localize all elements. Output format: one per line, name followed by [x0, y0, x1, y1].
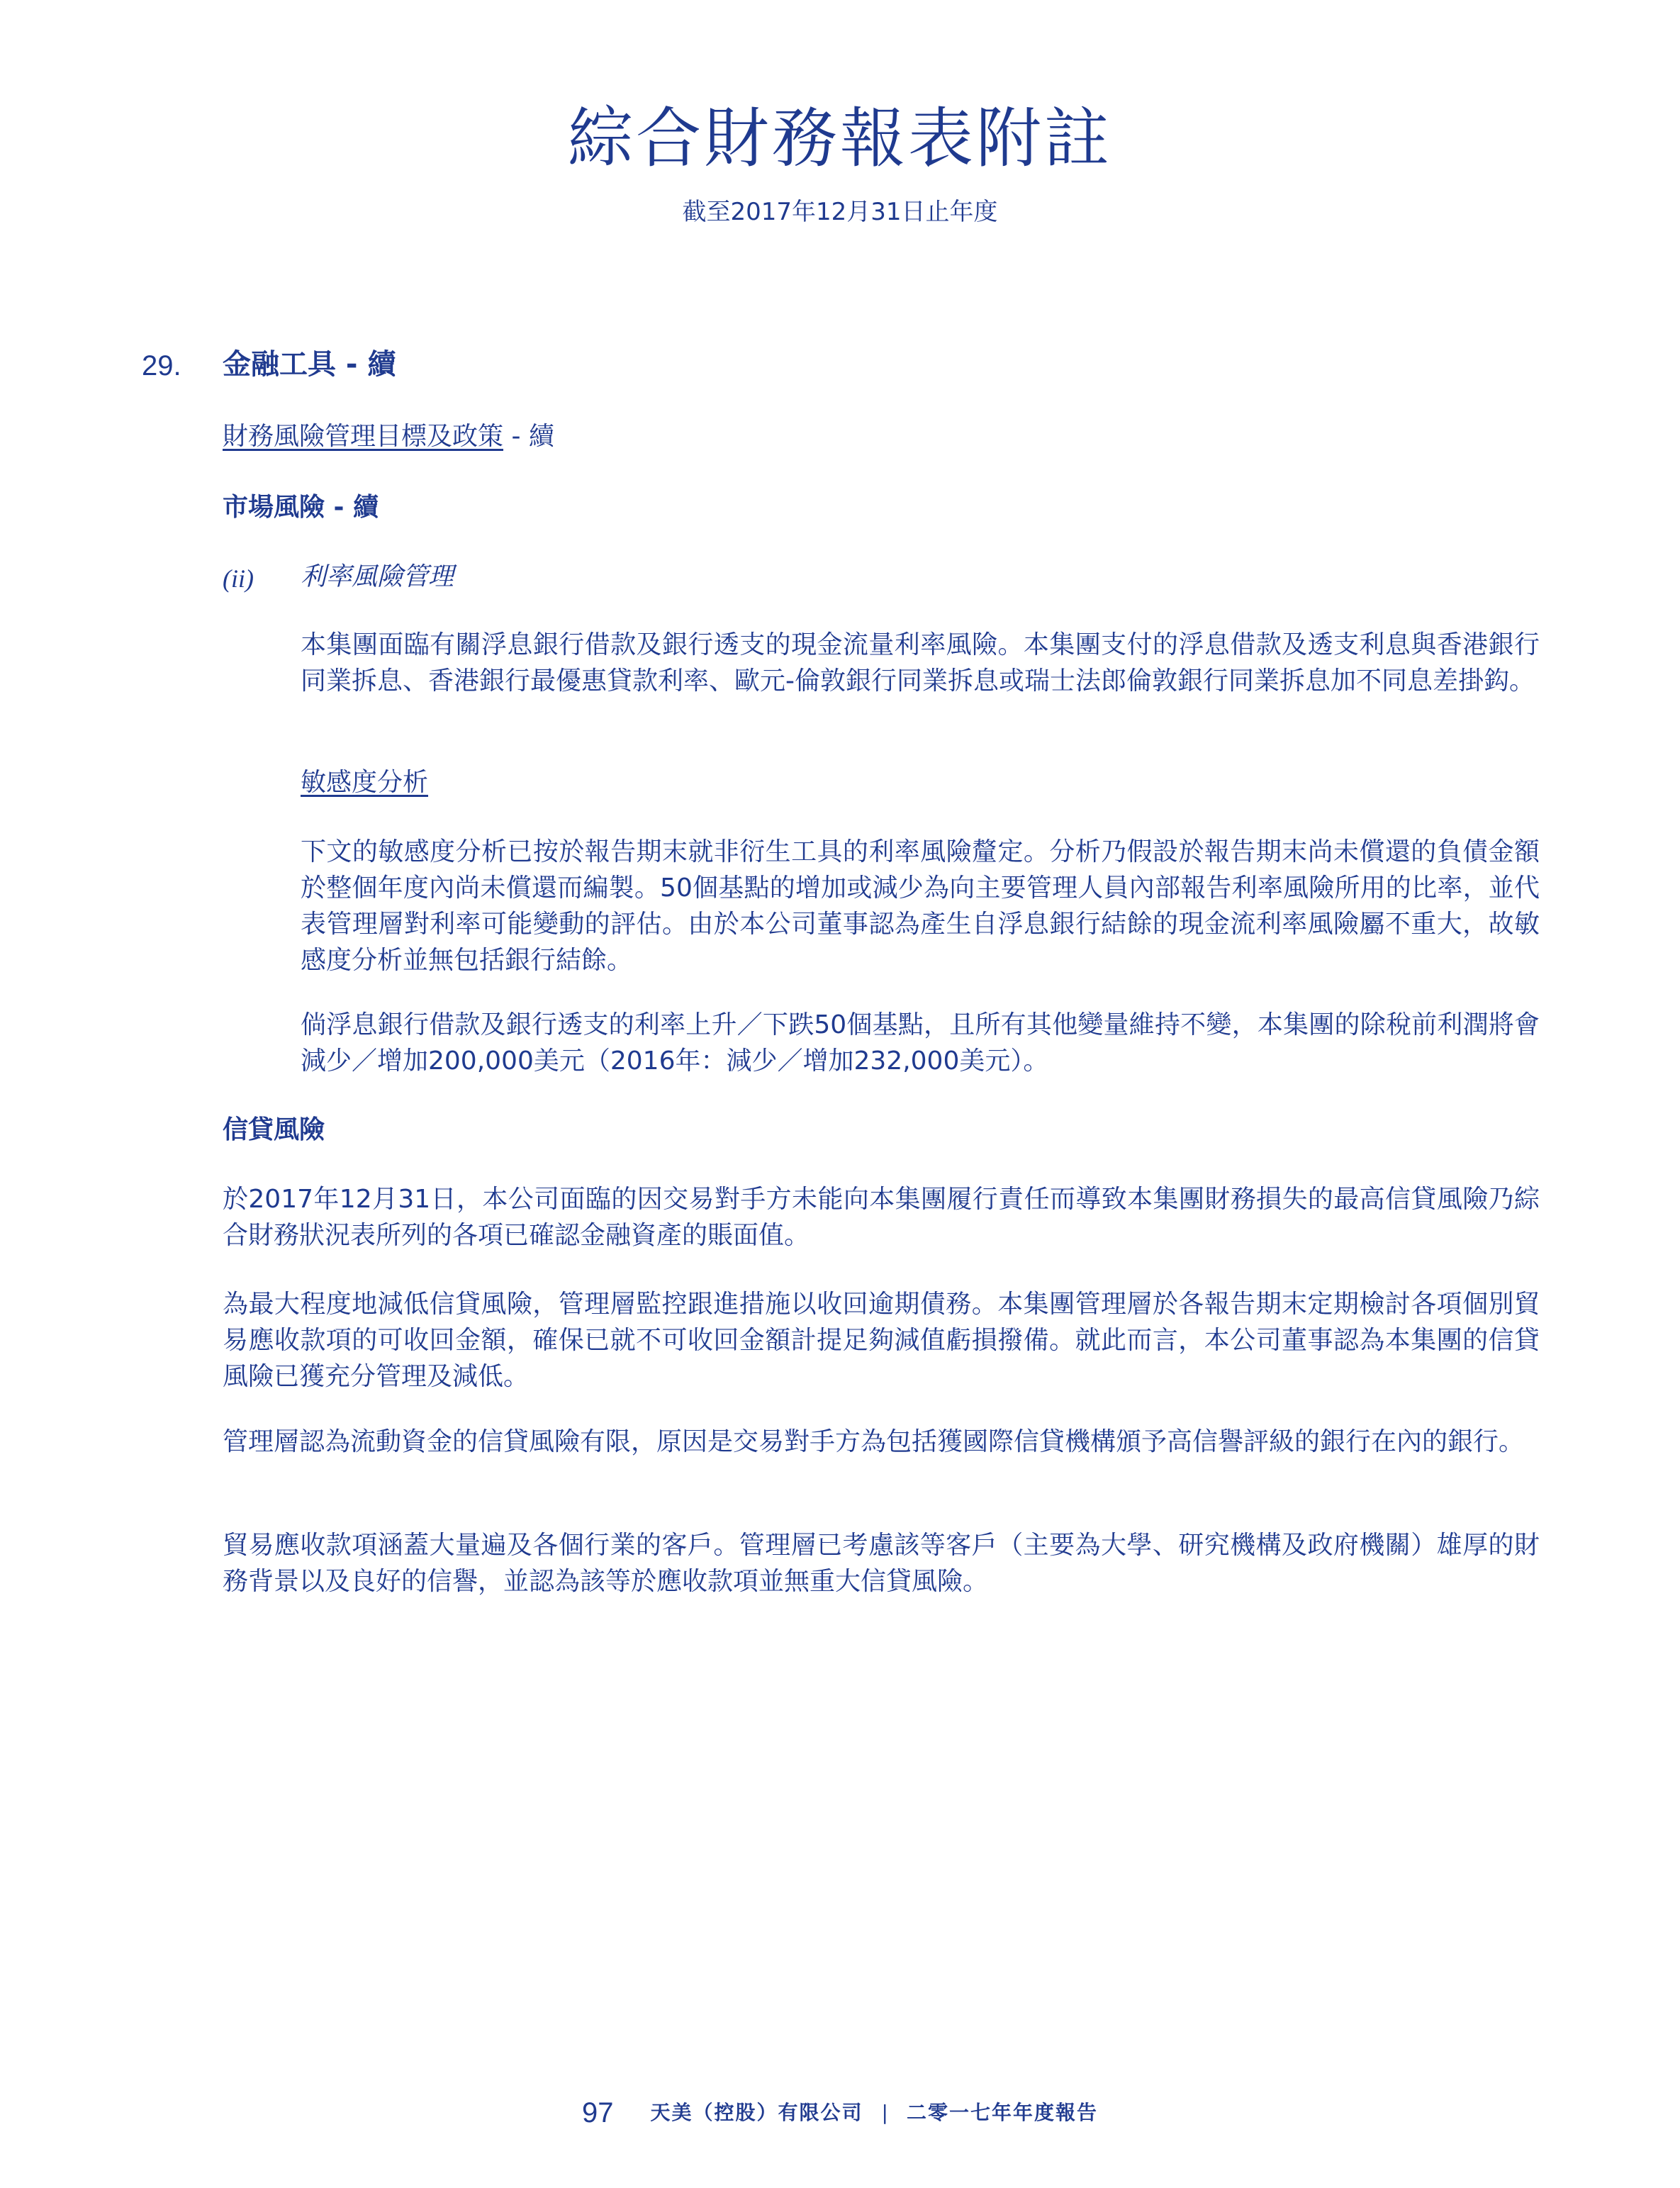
sensitivity-paragraph: 下文的敏感度分析已按於報告期末就非衍生工具的利率風險釐定。分析乃假設於報告期末尚未償還的負債金額於整個年度內尚未償還而編製。50個基點的增加或減少為向主要管理人員內部報告利率風險所用的比率，並代表管理層對利率可能變動的評估。由於本公司董事認為產生自浮息銀行結餘的現金流利率風險屬不重大，故敏感度分析並無包括銀行結餘。: [301, 837, 1540, 975]
page-title: 綜合財務報表附註: [567, 101, 1112, 177]
objectives-suffix: - 續: [503, 422, 554, 451]
footer-report: 二零一七年年度報告: [906, 2101, 1098, 2124]
page-number: 97: [582, 2097, 614, 2128]
subheading-objectives: [223, 424, 554, 450]
credit-risk-paragraph-4: 貿易應收款項涵蓋大量遍及各個行業的客戶。管理層已考慮該等客戶（主要為大學、研究機構及政府機關）雄厚的財務背景以及良好的信譽，並認為該等於應收款項並無重大信貸風險。: [223, 1531, 1540, 1596]
sensitivity-result-paragraph: 倘浮息銀行借款及銀行透支的利率上升／下跌50個基點，且所有其他變量維持不變，本集團的除稅前利潤將會減少／增加200,000美元（2016年：減少／增加232,000美元）。: [301, 1010, 1540, 1076]
interest-risk-paragraph: 本集團面臨有關浮息銀行借款及銀行透支的現金流量利率風險。本集團支付的浮息借款及透支利息與香港銀行同業拆息、香港銀行最優惠貸款利率、歐元-倫敦銀行同業拆息或瑞士法郎倫敦銀行同業拆息加不同息差掛鈎。: [301, 630, 1540, 696]
item-title: 利率風險管理: [301, 562, 454, 591]
footer-company: 天美（控股）有限公司: [650, 2101, 863, 2124]
credit-risk-paragraph-1: 於2017年12月31日，本公司面臨的因交易對手方未能向本集團履行責任而導致本集團財務損失的最高信貸風險乃綜合財務狀況表所列的各項已確認金融資產的賬面值。: [223, 1185, 1540, 1250]
footer-separator: |: [881, 2101, 888, 2124]
objectives-link[interactable]: 財務風險管理目標及政策: [223, 422, 504, 451]
credit-risk-paragraph-3: 管理層認為流動資金的信貸風險有限，原因是交易對手方為包括獲國際信貸機構頒予高信譽評級的銀行在內的銀行。: [223, 1427, 1525, 1456]
sensitivity-heading[interactable]: 敏感度分析: [301, 768, 429, 797]
credit-risk-paragraph-2: 為最大程度地減低信貸風險，管理層監控跟進措施以收回逾期債務。本集團管理層於各報告期末定期檢討各項個別貿易應收款項的可收回金額，確保已就不可收回金額計提足夠減值虧損撥備。就此而言，本公司董事認為本集團的信貸風險已獲充分管理及減低。: [223, 1290, 1540, 1391]
page-footer: [0, 2099, 1680, 2127]
section-number: 29.: [142, 350, 181, 381]
section-title: 金融工具 - 續: [223, 348, 396, 381]
item-numeral: (ii): [223, 564, 254, 593]
market-risk-heading: 市場風險 - 續: [223, 493, 379, 522]
credit-risk-heading: 信貸風險: [223, 1115, 325, 1144]
page-subtitle: 截至2017年12月31日止年度: [682, 198, 998, 226]
